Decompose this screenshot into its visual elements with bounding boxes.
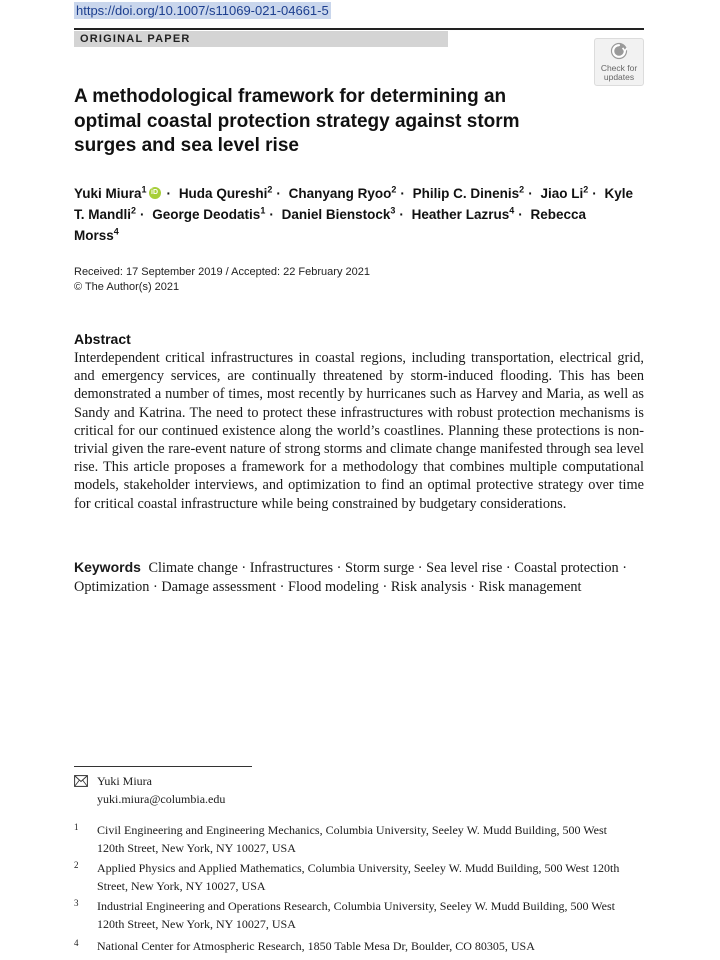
header-rule: [74, 28, 644, 30]
affiliation-number: 2: [74, 860, 79, 870]
author-separator: ·: [528, 186, 533, 201]
affiliation-number: 3: [74, 898, 79, 908]
author-name: Huda Qureshi: [178, 186, 268, 201]
check-for-updates-badge[interactable]: [594, 38, 644, 86]
author-affiliation-number: 1: [141, 184, 147, 195]
author-separator: ·: [399, 207, 404, 222]
abstract-body: Interdependent critical infrastructures in coastal regions, including transportation, electrical grid, and emergency services, are continually threatened by storm-induced flooding. This has been demonstrated a number of times, most recently by hurricanes such as Harvey and Maria, as well as Sandy and Katrina. The need to protect these infrastructures with robust protection mechanisms is critical for our continued existence along the world’s coastlines. Planning these protections is non-trivial given the rare-event nature of strong storms and climate change manifested through sea level rise. This article proposes a framework for a methodology that combines multiple computational models, stakeholder interviews, and optimization to find an optimal protective strategy over time for critical coastal infrastructure while being constrained by budgetary considerations.: [74, 350, 644, 512]
paper-title: A methodological framework for determining an optimal coastal protection strategy against storm surges and sea level rise: [74, 86, 520, 156]
affiliation-text: Civil Engineering and Engineering Mechanics, Columbia University, Seeley W. Mudd Building, 500 West 120th Street, New York, NY 10027, USA: [97, 823, 607, 855]
corresponding-author-email[interactable]: yuki.miura@columbia.edu: [97, 792, 226, 806]
author-separator: ·: [276, 186, 281, 201]
author-separator: ·: [269, 207, 274, 222]
affiliation-number: 4: [74, 938, 79, 948]
author-affiliation-number: 3: [390, 205, 396, 216]
corresponding-author-name: Yuki Miura: [97, 774, 152, 788]
author-name: Daniel Bienstock: [281, 207, 391, 222]
check-for-updates-label: [595, 64, 643, 82]
author-name: Heather Lazrus: [411, 207, 510, 222]
publication-dates: [74, 265, 370, 295]
author-separator: ·: [592, 186, 597, 201]
affiliation-number: 1: [74, 822, 79, 832]
author-entry: [413, 186, 537, 201]
author-separator: ·: [518, 207, 523, 222]
author-affiliation-number: 2: [131, 205, 137, 216]
author-name: Rebecca Morss: [74, 207, 587, 243]
affiliation-text: National Center for Atmospheric Research, 1850 Table Mesa Dr, Boulder, CO 80305, USA: [97, 939, 535, 953]
author-entry: [74, 186, 175, 201]
abstract-heading: Abstract: [74, 331, 131, 347]
author-affiliation-number: 4: [509, 205, 515, 216]
author-affiliation-number: 2: [391, 184, 397, 195]
copyright-line: © The Author(s) 2021: [74, 281, 180, 293]
check-for-updates-line1: Check for: [600, 63, 638, 73]
author-name: Yuki Miura: [74, 186, 142, 201]
check-for-updates-line2: updates: [603, 72, 635, 82]
author-name: Kyle T. Mandli: [74, 186, 634, 222]
orcid-icon-label: iD: [151, 189, 159, 197]
author-entry: [412, 207, 527, 222]
section-label: ORIGINAL PAPER: [80, 33, 191, 45]
author-name: Jiao Li: [540, 186, 584, 201]
author-entry: [179, 186, 285, 201]
footnote-rule: [74, 766, 252, 767]
author-entry: [289, 186, 409, 201]
author-name: George Deodatis: [152, 207, 261, 222]
author-affiliation-number: 2: [267, 184, 273, 195]
author-affiliation-number: 2: [519, 184, 525, 195]
affiliation-text: Industrial Engineering and Operations Research, Columbia University, Seeley W. Mudd Building, 500 West 120th Street, New York, NY 10027, USA: [97, 899, 615, 931]
keywords-section: [74, 558, 644, 596]
author-entry: [540, 186, 600, 201]
author-separator: ·: [166, 186, 172, 201]
received-accepted-dates: Received: 17 September 2019 / Accepted: 22 February 2021: [74, 266, 370, 278]
keywords-list: Climate change · Infrastructures · Storm surge · Sea level rise · Coastal protection · Optimization · Damage assessment · Flood modeling · Risk analysis · Risk management: [74, 560, 628, 595]
author-name: Philip C. Dinenis: [412, 186, 520, 201]
author-list: [74, 183, 634, 246]
affiliation-text: Applied Physics and Applied Mathematics, Columbia University, Seeley W. Mudd Building, 500 West 120th Street, New York, NY 10027, USA: [97, 861, 620, 893]
author-affiliation-number: 2: [583, 184, 589, 195]
check-for-updates-icon: [610, 42, 628, 60]
author-entry: [152, 207, 278, 222]
doi-link[interactable]: https://doi.org/10.1007/s11069-021-04661-5: [76, 3, 329, 18]
author-separator: ·: [140, 207, 145, 222]
author-affiliation-number: 4: [113, 226, 119, 237]
keywords-label: Keywords: [74, 559, 141, 575]
envelope-icon: [74, 775, 88, 787]
author-entry: [282, 207, 408, 222]
orcid-icon[interactable]: [149, 187, 161, 199]
author-name: Chanyang Ryoo: [288, 186, 392, 201]
author-affiliation-number: 1: [260, 205, 266, 216]
author-separator: ·: [400, 186, 405, 201]
